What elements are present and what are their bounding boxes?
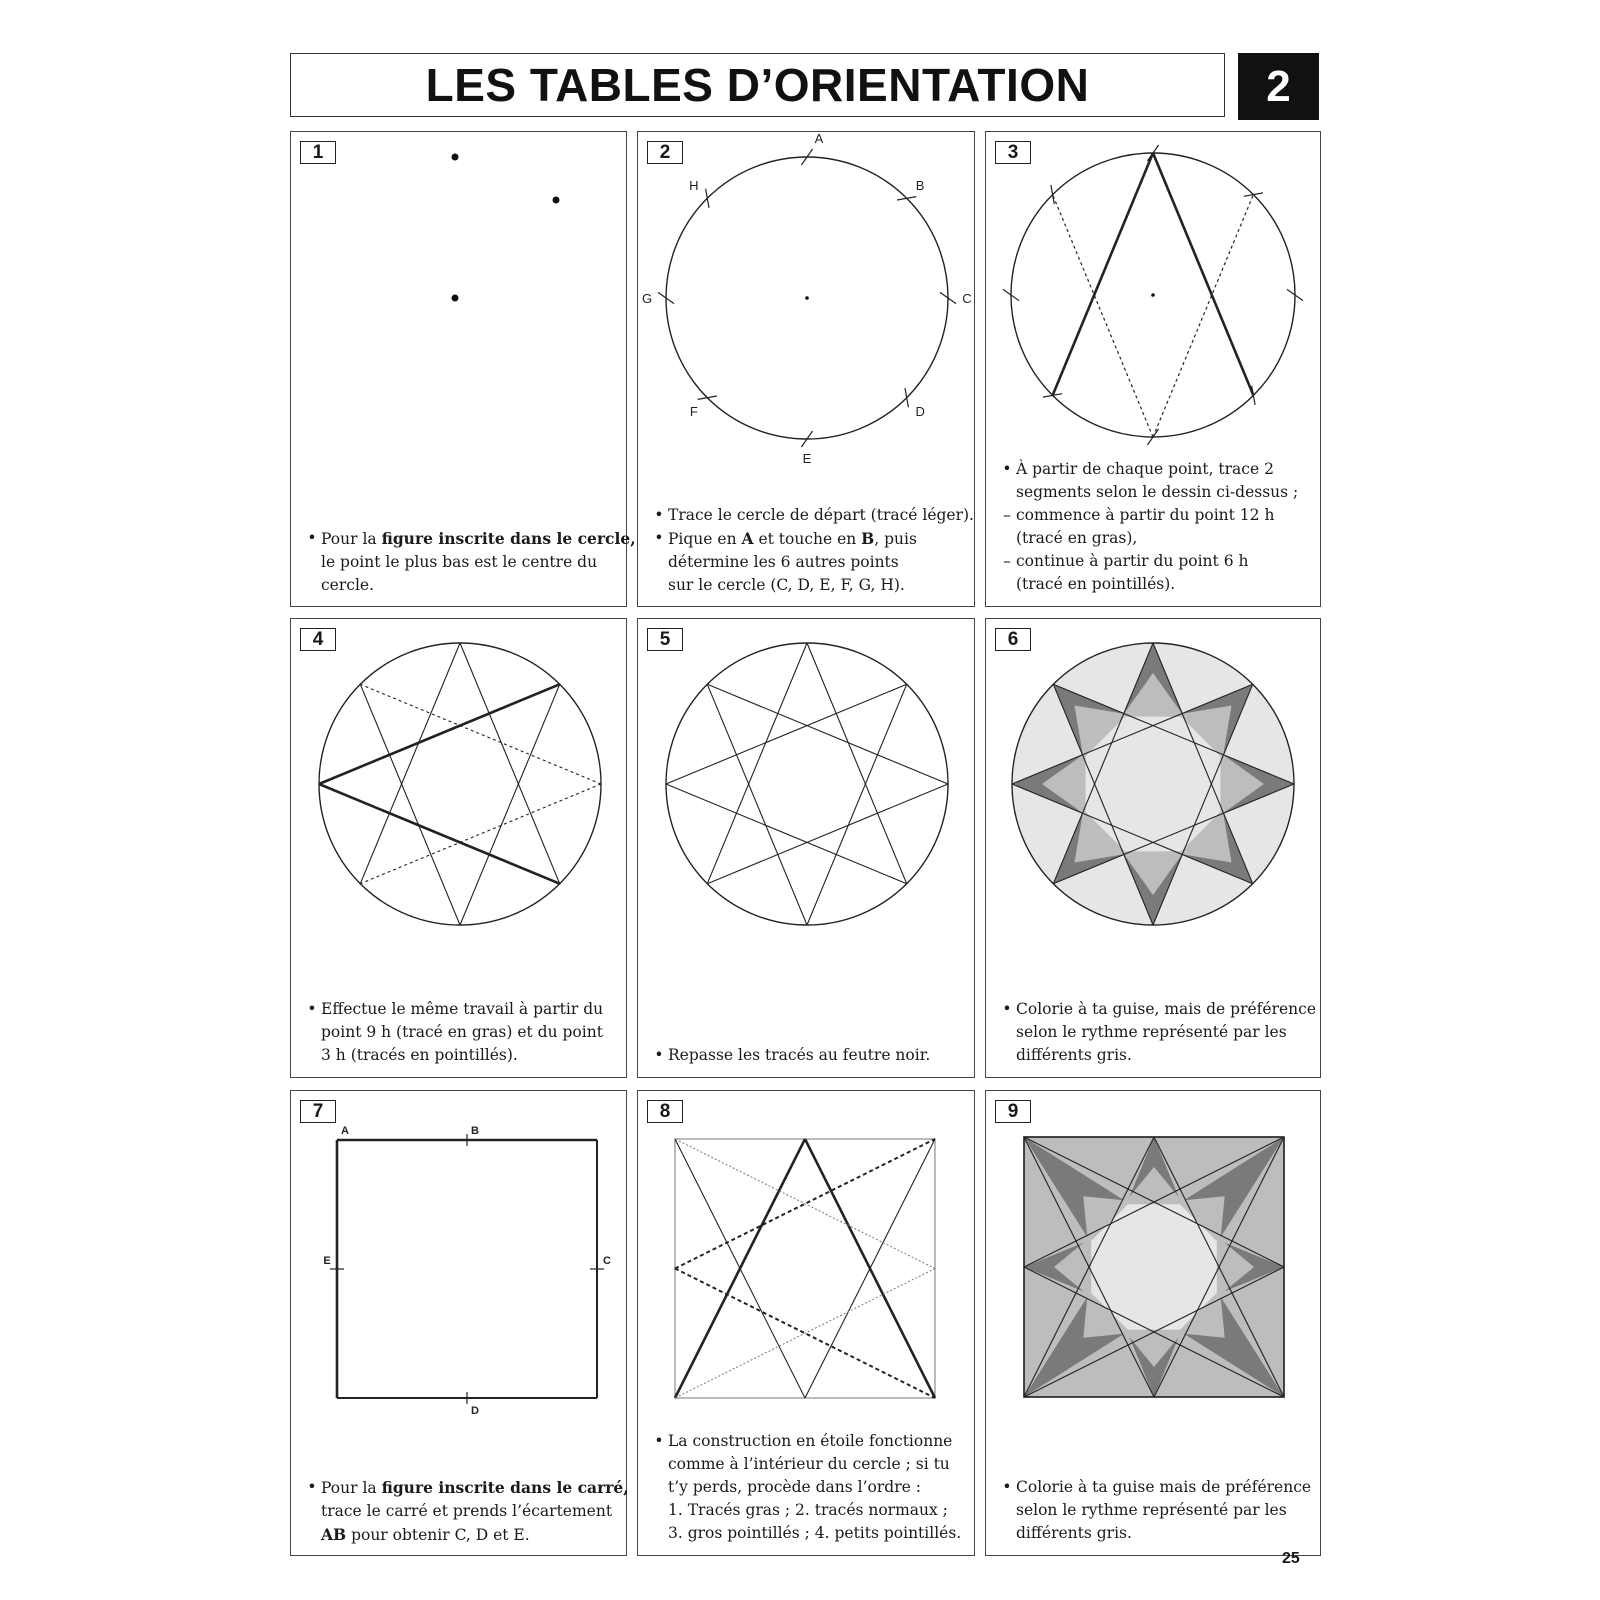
caption-bullet: •	[654, 1046, 664, 1064]
caption-text-run: point 9 h (tracé en gras) et du point	[321, 1023, 603, 1041]
caption-text	[668, 1044, 930, 1067]
caption-text-run: Repasse les tracés au feutre noir.	[668, 1046, 931, 1064]
panel-number: 5	[647, 628, 683, 651]
caption-bullet: •	[1002, 460, 1012, 478]
panel-caption	[303, 1476, 629, 1547]
caption-text	[1016, 504, 1274, 527]
page-title: LES TABLES D’ORIENTATION	[425, 59, 1090, 111]
caption-text-run: Pour la	[321, 530, 382, 548]
caption-bullet: •	[1002, 1000, 1012, 1018]
caption-bold-text: figure inscrite dans le carré,	[381, 1478, 629, 1497]
panel-9	[985, 1090, 1321, 1556]
panel-number: 6	[995, 628, 1031, 651]
panel-7	[290, 1090, 627, 1556]
caption-text-run: trace le carré et prends l’écartement	[321, 1502, 613, 1520]
caption-bold-text: B	[861, 529, 875, 548]
caption-line	[650, 1430, 968, 1453]
caption-bullet: •	[307, 1478, 317, 1496]
panel-caption	[998, 1476, 1314, 1545]
caption-line	[650, 1522, 968, 1545]
caption-text-run: Effectue le même travail à partir du	[321, 1000, 604, 1018]
caption-bullet	[998, 1044, 1016, 1067]
caption-bullet	[650, 1499, 668, 1522]
caption-line	[303, 527, 636, 551]
panel-caption	[998, 458, 1314, 596]
point-label-g: G	[641, 291, 653, 306]
caption-line	[650, 527, 968, 551]
point-mark	[1244, 193, 1263, 196]
panel-number: 4	[300, 628, 336, 651]
point-label-h: H	[689, 177, 699, 193]
point-center	[452, 295, 459, 302]
panel-2	[637, 131, 975, 607]
panel-number: 2	[647, 141, 683, 164]
point-mark-h	[706, 189, 709, 208]
caption-text	[1016, 1044, 1132, 1067]
caption-bullet: •	[1002, 1478, 1012, 1496]
caption-bullet	[998, 1522, 1016, 1545]
caption-bullet: –	[1003, 506, 1011, 524]
panel-4	[290, 618, 627, 1078]
point-top	[452, 154, 459, 161]
caption-bold-text: AB	[321, 1525, 347, 1544]
caption-line	[650, 1499, 968, 1522]
caption-bullet	[303, 1044, 321, 1067]
panel-caption	[998, 998, 1314, 1067]
bold-segment	[319, 684, 560, 784]
square-outline	[675, 1139, 935, 1398]
point-label-e: E	[802, 451, 812, 466]
panel-caption	[650, 1430, 968, 1545]
caption-text-run: La construction en étoile fonctionne	[668, 1432, 953, 1450]
point-mark	[1051, 185, 1054, 204]
caption-text	[321, 1500, 612, 1523]
caption-bullet	[650, 574, 668, 597]
caption-line	[650, 1044, 968, 1067]
caption-text-run: Pour la	[321, 1479, 382, 1497]
caption-text	[1016, 998, 1316, 1021]
point-mark-f	[698, 396, 717, 399]
caption-text-run: 3 h (tracés en pointillés).	[321, 1046, 518, 1064]
point-label-f: F	[689, 404, 698, 420]
caption-text	[1016, 1522, 1132, 1545]
dotted-segment	[1153, 195, 1253, 437]
point-label-c: C	[962, 291, 972, 306]
caption-line	[303, 1476, 629, 1500]
point-right	[553, 197, 560, 204]
caption-bullet	[303, 1021, 321, 1044]
caption-text	[668, 1430, 952, 1453]
dotted-segment	[1053, 195, 1153, 437]
panel-number: 9	[995, 1100, 1031, 1123]
center-point	[1151, 293, 1155, 297]
caption-text-run: pour obtenir C, D et E.	[346, 1526, 530, 1544]
caption-text-run: À partir de chaque point, trace 2	[1016, 460, 1274, 478]
caption-text-run: selon le rythme représenté par les	[1016, 1023, 1287, 1041]
caption-text	[321, 1523, 530, 1547]
panel-6	[985, 618, 1321, 1078]
caption-text	[668, 1476, 921, 1499]
caption-text-run: Colorie à ta guise, mais de préférence	[1016, 1000, 1316, 1018]
bold-segment	[1153, 153, 1253, 395]
panel-caption	[303, 998, 620, 1067]
star-segment	[807, 684, 907, 925]
caption-text	[1016, 550, 1248, 573]
caption-text	[1016, 1499, 1287, 1522]
caption-bullet	[998, 1499, 1016, 1522]
point-mark-d	[905, 388, 908, 407]
caption-text	[668, 551, 899, 574]
caption-line	[998, 1522, 1314, 1545]
dotted-segment	[360, 784, 601, 884]
caption-text	[1016, 458, 1274, 481]
page-number: 25	[1282, 1550, 1300, 1567]
center-point	[805, 296, 809, 300]
panel-number: 7	[300, 1100, 336, 1123]
star-segment	[707, 684, 948, 784]
caption-line	[998, 1476, 1314, 1499]
caption-bullet	[998, 1021, 1016, 1044]
caption-bullet	[303, 1500, 321, 1523]
panel-3	[985, 131, 1321, 607]
caption-line	[303, 551, 620, 574]
normal-segment	[360, 684, 460, 925]
center-octagon	[1091, 1204, 1217, 1330]
caption-line	[303, 1021, 620, 1044]
point-label-e: E	[323, 1255, 331, 1267]
star-segment	[707, 784, 948, 884]
caption-text-run: t’y perds, procède dans l’ordre :	[668, 1478, 921, 1496]
caption-text-run: et touche en	[753, 530, 862, 548]
caption-line	[998, 550, 1314, 573]
caption-line	[998, 1499, 1314, 1522]
caption-bullet	[998, 573, 1016, 596]
point-label-a: A	[341, 1125, 349, 1137]
caption-text	[668, 1499, 948, 1522]
caption-text-run: , puis	[874, 530, 917, 548]
panel-8	[637, 1090, 975, 1556]
bold-segment	[319, 784, 560, 884]
panel-number: 1	[300, 141, 336, 164]
caption-bullet: •	[307, 1000, 317, 1018]
caption-bullet: •	[307, 529, 317, 547]
caption-bullet	[303, 551, 321, 574]
caption-text	[668, 574, 905, 597]
caption-bullet	[650, 1453, 668, 1476]
caption-text	[668, 527, 917, 551]
caption-bold-text: figure inscrite dans le cercle,	[381, 529, 636, 548]
caption-text	[668, 1453, 950, 1476]
caption-text	[668, 1522, 961, 1545]
panel-1	[290, 131, 636, 607]
star-segment	[666, 684, 907, 784]
caption-line	[998, 527, 1314, 550]
caption-text-run: 1. Tracés gras ; 2. tracés normaux ;	[668, 1501, 948, 1519]
caption-line	[998, 1021, 1314, 1044]
caption-line	[998, 1044, 1314, 1067]
caption-bullet	[303, 1523, 321, 1547]
caption-bullet	[998, 481, 1016, 504]
point-label-c: C	[603, 1255, 611, 1267]
caption-text-run: différents gris.	[1016, 1524, 1132, 1542]
caption-bullet: •	[654, 506, 664, 524]
caption-text	[321, 551, 597, 574]
caption-bold-text: A	[741, 529, 754, 548]
caption-text-run: 3. gros pointillés ; 4. petits pointillés.	[668, 1524, 962, 1542]
caption-text-run: (tracé en gras),	[1016, 529, 1138, 547]
caption-text	[321, 1476, 629, 1500]
caption-text-run: Trace le cercle de départ (tracé léger).	[668, 506, 974, 524]
caption-text-run: comme à l’intérieur du cercle ; si tu	[668, 1455, 950, 1473]
caption-text-run: segments selon le dessin ci-dessus ;	[1016, 483, 1299, 501]
caption-text-run: commence à partir du point 12 h	[1016, 506, 1275, 524]
caption-line	[650, 504, 974, 527]
star-segment	[666, 784, 907, 884]
panel-caption	[650, 1044, 968, 1067]
chapter-number: 2	[1238, 53, 1319, 120]
caption-text-run: selon le rythme représenté par les	[1016, 1501, 1287, 1519]
panel-caption	[650, 504, 974, 597]
caption-bullet: –	[1003, 552, 1011, 570]
star-segment	[707, 643, 807, 884]
caption-text-run: différents gris.	[1016, 1046, 1132, 1064]
point-label-d: D	[471, 1405, 479, 1417]
caption-bullet: •	[654, 1432, 664, 1450]
point-label-a: A	[814, 132, 824, 146]
caption-text-run: détermine les 6 autres points	[668, 553, 899, 571]
caption-text	[321, 998, 603, 1021]
caption-line	[303, 1044, 620, 1067]
star-segment	[707, 684, 807, 925]
caption-text-run: (tracé en pointillés).	[1016, 575, 1176, 593]
star-segment	[807, 643, 907, 884]
caption-bullet: •	[654, 529, 664, 547]
caption-line	[650, 1476, 968, 1499]
caption-text-run: Colorie à ta guise mais de préférence	[1016, 1478, 1312, 1496]
caption-text-run: continue à partir du point 6 h	[1016, 552, 1249, 570]
caption-text	[1016, 1476, 1311, 1499]
caption-line	[998, 573, 1314, 596]
caption-text	[1016, 573, 1175, 596]
caption-text	[321, 527, 636, 551]
caption-line	[650, 1453, 968, 1476]
caption-line	[998, 458, 1314, 481]
point-label-d: D	[915, 404, 925, 420]
caption-text	[321, 1044, 518, 1067]
caption-text	[1016, 481, 1298, 504]
panel-caption	[303, 527, 636, 597]
caption-text	[321, 1021, 603, 1044]
caption-text-run: Pique en	[668, 530, 742, 548]
center-octagon	[1086, 717, 1221, 852]
caption-line	[303, 574, 620, 597]
caption-text	[668, 504, 974, 527]
point-label-b: B	[471, 1125, 479, 1137]
panel-5	[637, 618, 975, 1078]
caption-line	[998, 998, 1314, 1021]
caption-line	[303, 998, 620, 1021]
caption-text-run: sur le cercle (C, D, E, F, G, H).	[668, 576, 905, 594]
caption-bullet	[650, 1522, 668, 1545]
caption-text-run: le point le plus bas est le centre du	[321, 553, 598, 571]
caption-bullet	[650, 1476, 668, 1499]
panel-number: 8	[647, 1100, 683, 1123]
caption-text-run: cercle.	[321, 576, 375, 594]
caption-line	[998, 504, 1314, 527]
point-mark-b	[897, 197, 916, 200]
dotted-segment	[360, 684, 601, 784]
normal-segment	[360, 643, 460, 884]
caption-line	[303, 1500, 620, 1523]
caption-line	[303, 1523, 620, 1547]
point-label-b: B	[915, 177, 925, 193]
caption-bullet	[998, 527, 1016, 550]
page-title-box	[290, 53, 1225, 117]
panel-number: 3	[995, 141, 1031, 164]
caption-line	[650, 551, 968, 574]
caption-text	[1016, 527, 1137, 550]
caption-text	[321, 574, 374, 597]
caption-text	[1016, 1021, 1287, 1044]
star-complete-figure	[638, 619, 976, 1079]
bold-segment	[1053, 153, 1153, 395]
caption-line	[650, 574, 968, 597]
caption-bullet	[303, 574, 321, 597]
caption-bullet	[650, 551, 668, 574]
caption-line	[998, 481, 1314, 504]
